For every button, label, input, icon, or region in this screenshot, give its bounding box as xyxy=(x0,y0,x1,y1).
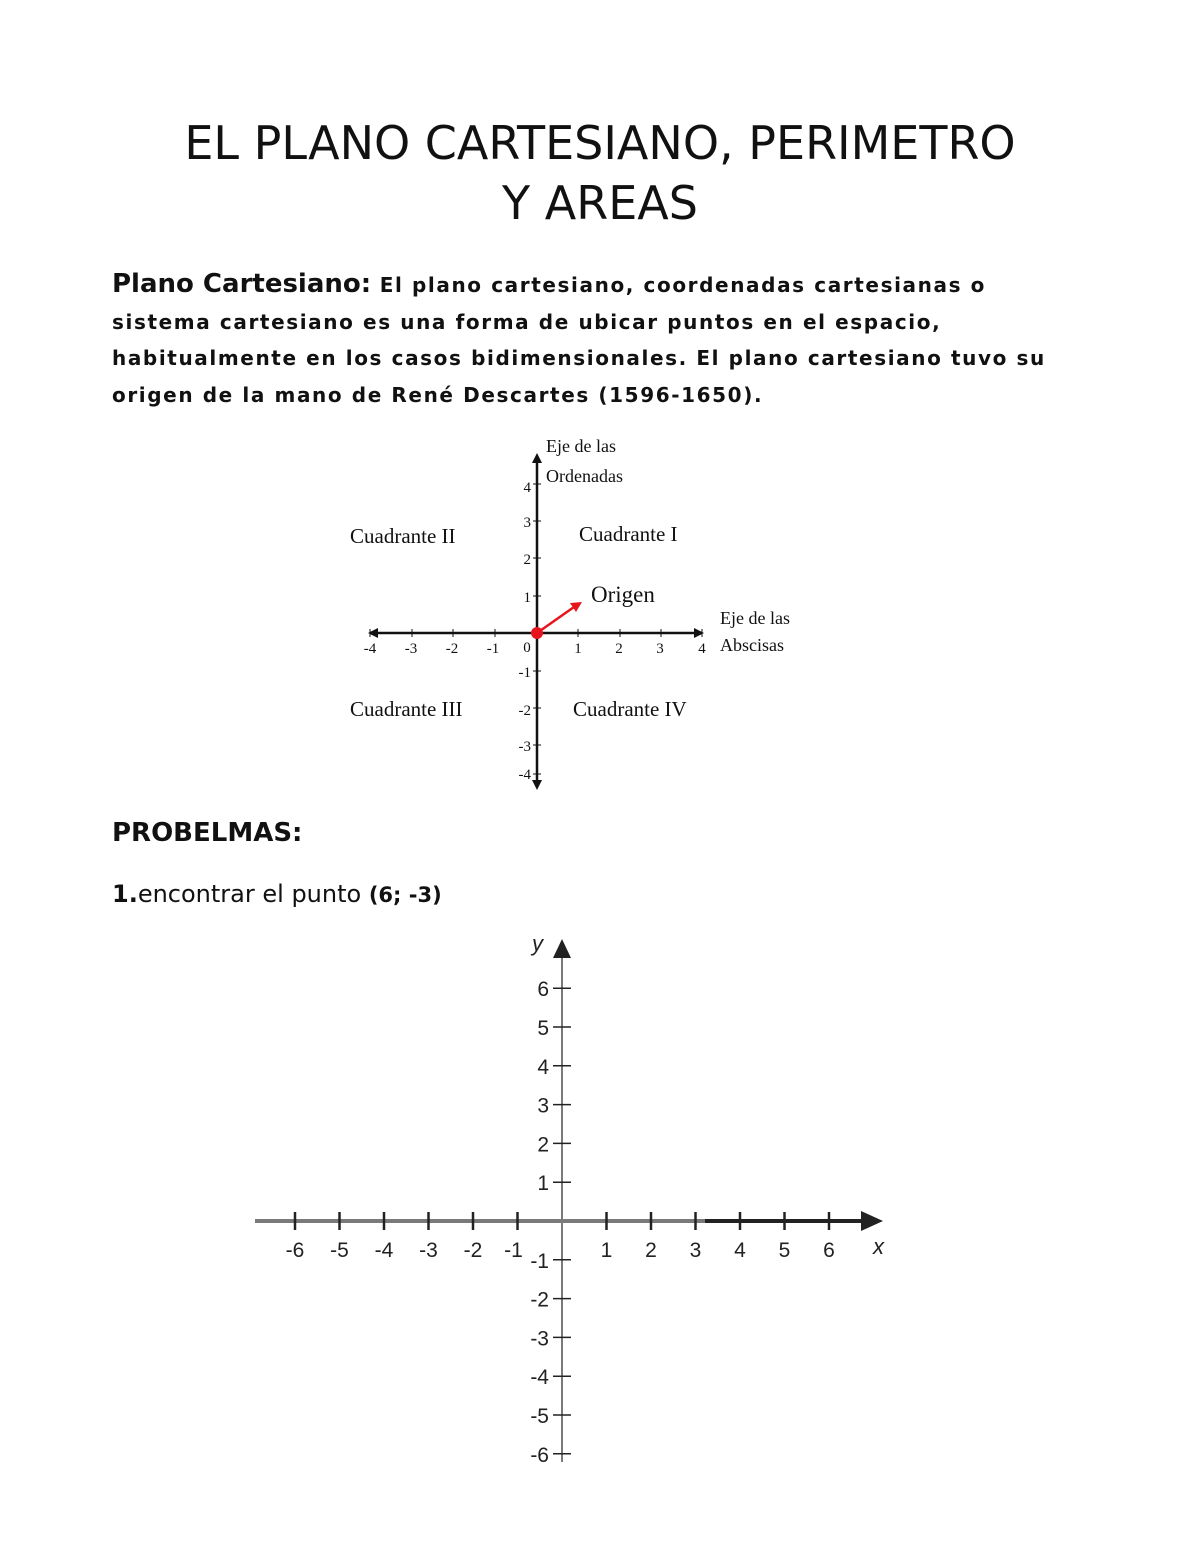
diagram-x-tick-label: 2 xyxy=(615,641,623,657)
x-tick-label: -1 xyxy=(504,1239,523,1262)
x-tick-label: 2 xyxy=(645,1239,657,1262)
x-tick-label: 5 xyxy=(778,1239,791,1262)
x-tick-label: 3 xyxy=(689,1239,702,1262)
x-tick-label: -3 xyxy=(419,1239,438,1262)
y-tick-label: 2 xyxy=(537,1133,549,1157)
x-tick-label: -5 xyxy=(330,1239,349,1262)
quadrant-iv-label: Cuadrante IV xyxy=(573,697,687,721)
diagram-y-axis-label-line-1: Eje de las xyxy=(546,436,616,456)
diagram-y-tick-label: -3 xyxy=(518,739,531,755)
x-tick-label: 4 xyxy=(734,1239,746,1262)
diagram-y-tick-label: -1 xyxy=(518,665,531,681)
page-title-line-1: EL PLANO CARTESIANO, PERIMETRO xyxy=(184,115,1016,170)
diagram-y-tick-label: 1 xyxy=(523,590,531,606)
diagram-x-axis-label-line-2: Abscisas xyxy=(720,635,784,655)
x-tick-label: -6 xyxy=(285,1239,305,1262)
problem-1-text: encontrar el punto xyxy=(137,880,369,908)
diagram-x-axis-label-line-1: Eje de las xyxy=(720,608,790,628)
diagram-x-tick-label: -1 xyxy=(486,641,500,657)
x-tick-label: 6 xyxy=(823,1239,835,1262)
y-tick-label: 5 xyxy=(537,1017,549,1040)
quadrant-i-label: Cuadrante I xyxy=(579,522,678,546)
quadrant-ii-label: Cuadrante II xyxy=(350,524,456,548)
x-tick-label: 1 xyxy=(600,1239,613,1262)
x-tick-label: -2 xyxy=(463,1239,483,1262)
x-axis-arrow xyxy=(861,1211,883,1231)
diagram-x-tick-label: 1 xyxy=(574,641,582,657)
problems-heading: PROBELMAS: xyxy=(112,818,303,848)
diagram-y-tick-label: 2 xyxy=(523,552,531,568)
y-tick-label: 1 xyxy=(537,1172,549,1196)
y-tick-label: -2 xyxy=(530,1288,549,1312)
y-tick-label: 6 xyxy=(537,978,549,1002)
diagram-x-tick-label: -3 xyxy=(404,641,418,657)
y-tick-label: 4 xyxy=(537,1055,549,1079)
y-tick-label: -6 xyxy=(530,1443,549,1467)
intro-lead: Plano Cartesiano: xyxy=(112,269,372,299)
x-tick-label: -4 xyxy=(374,1239,394,1262)
diagram-x-tick-label: -4 xyxy=(363,641,377,657)
y-axis-label: y xyxy=(532,931,543,956)
diagram-x-tick-label: 3 xyxy=(656,641,664,657)
y-tick-label: 3 xyxy=(537,1094,549,1118)
x-axis-label: x xyxy=(873,1234,884,1259)
problem-1-point: (6; -3) xyxy=(368,883,442,907)
problem-1-number: 1. xyxy=(112,880,138,908)
y-tick-label: -3 xyxy=(530,1327,549,1351)
diagram-x-tick-label: 0 xyxy=(523,640,531,656)
y-tick-label: -1 xyxy=(530,1249,549,1273)
diagram-x-tick-label: -2 xyxy=(445,641,459,657)
intro-text: El plano cartesiano, coordenadas cartesianas o sistema cartesiano es una forma de ubicar puntos en el espacio, habitualmente en los casos bidimensionales. El plano cartesiano tuvo su origen de la mano de René Descartes (1596-1650). xyxy=(112,273,1046,407)
y-axis-arrow xyxy=(553,939,571,958)
diagram-y-tick-label: -2 xyxy=(518,703,531,719)
quadrant-iii-label: Cuadrante III xyxy=(350,697,463,721)
diagram-y-tick-label: -4 xyxy=(518,767,531,783)
diagram-x-tick-label: 4 xyxy=(698,641,706,657)
y-tick-label: -5 xyxy=(530,1405,549,1428)
page-title-line-2: Y AREAS xyxy=(502,175,698,230)
diagram-y-axis-label-line-2: Ordenadas xyxy=(546,466,623,486)
diagram-y-tick-label: 4 xyxy=(523,480,531,496)
origin-label: Origen xyxy=(591,582,655,607)
diagram-y-tick-label: 3 xyxy=(523,515,531,531)
y-tick-label: -4 xyxy=(530,1366,549,1390)
